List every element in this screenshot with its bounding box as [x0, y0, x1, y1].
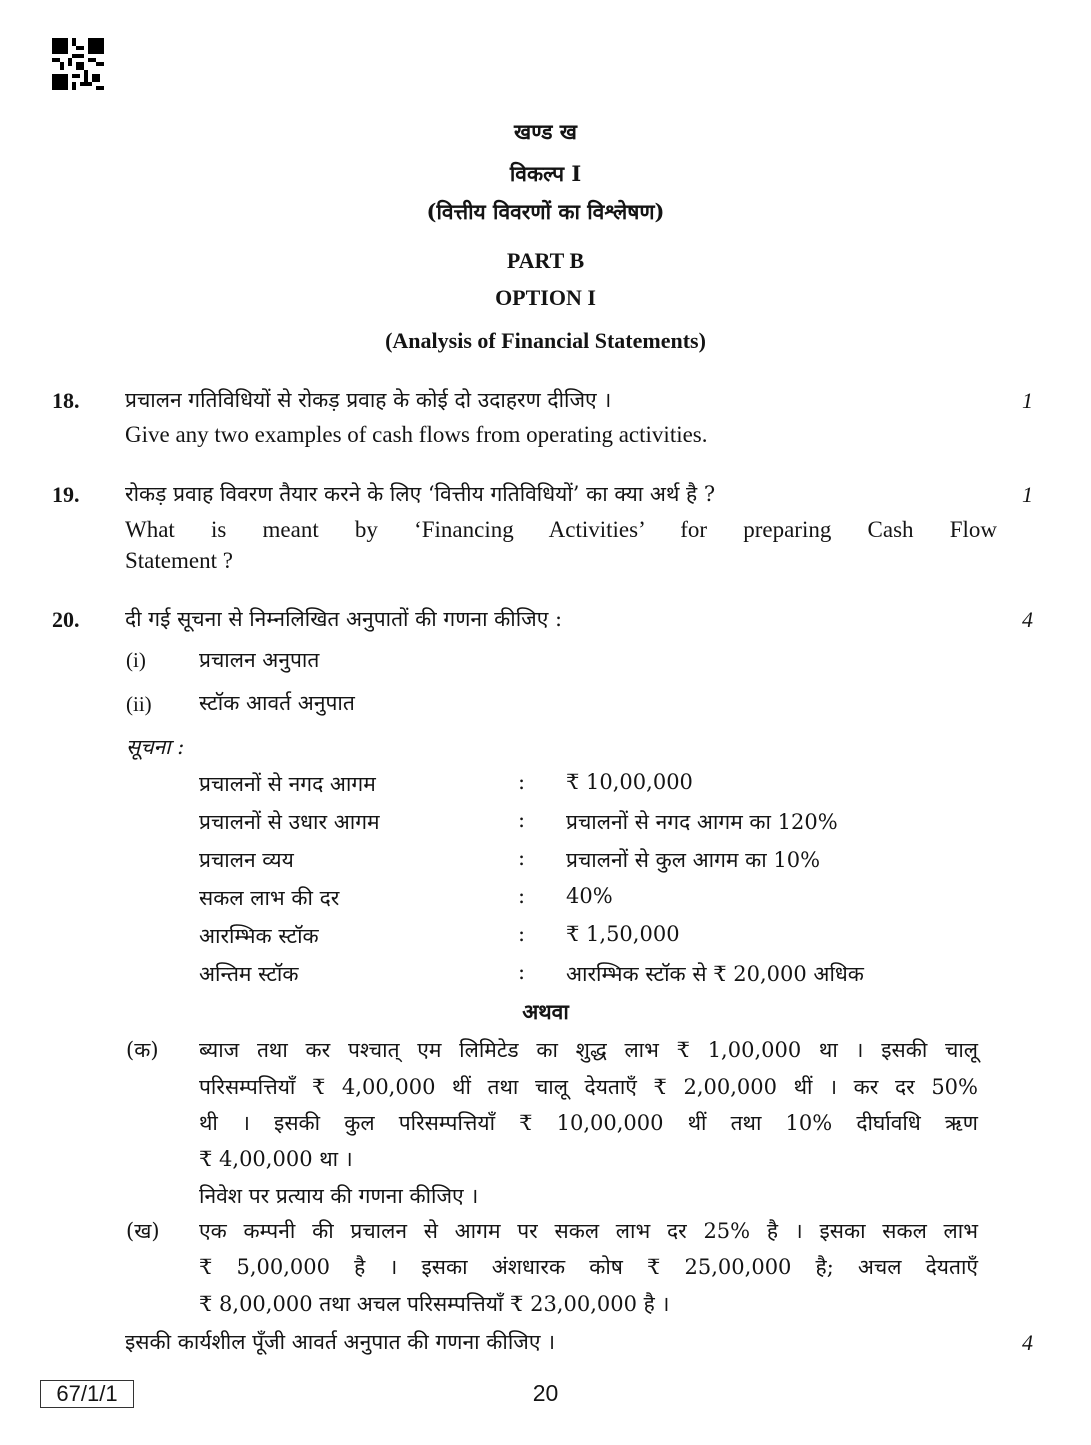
question-number: 18. [52, 388, 80, 413]
alt-text-line: परिसम्पत्तियाँ ₹ 4,00,000 थीं तथा चालू देयताएँ ₹ 2,00,000 थीं । कर दर 50% [199, 1075, 978, 1099]
subject-heading: (Analysis of Financial Statements) [385, 328, 706, 353]
info-value: आरम्भिक स्टॉक से ₹ 20,000 अधिक [566, 962, 864, 986]
question-text-hindi: प्रचालन गतिविधियों से रोकड़ प्रवाह के कोई दो उदाहरण दीजिए । [125, 388, 612, 412]
info-label: सूचना : [126, 735, 185, 759]
info-value: प्रचालनों से नगद आगम का 120% [566, 810, 838, 834]
item-text: स्टॉक आवर्त अनुपात [199, 691, 355, 715]
question-number: 19. [52, 482, 80, 507]
page-number: 20 [532, 1380, 559, 1406]
or-divider: अथवा [522, 999, 569, 1024]
info-value: ₹ 10,00,000 [566, 770, 693, 794]
alt-text-line: थी । इसकी कुल परिसम्पत्तियाँ ₹ 10,00,000 थीं तथा 10% दीर्घावधि ऋण [199, 1111, 978, 1135]
question-text-english-cont: Statement ? [125, 548, 233, 573]
info-value: ₹ 1,50,000 [566, 922, 680, 946]
marks: 4 [1022, 607, 1033, 632]
alt-label: (ख) [126, 1219, 160, 1243]
info-colon: : [518, 960, 526, 984]
subject-heading-hindi: (वित्तीय विवरणों का विश्लेषण) [426, 199, 665, 224]
alt-text-line: एक कम्पनी की प्रचालन से आगम पर सकल लाभ दर 25% है । इसका सकल लाभ [199, 1219, 978, 1243]
info-colon: : [518, 808, 526, 832]
alt-text-line: ₹ 4,00,000 था । [199, 1147, 353, 1171]
info-key: प्रचालनों से उधार आगम [199, 810, 380, 834]
section-heading-hindi: खण्ड ख [514, 119, 577, 144]
info-key: प्रचालनों से नगद आगम [199, 772, 376, 796]
item-text: प्रचालन अनुपात [199, 648, 320, 672]
part-heading: PART B [506, 248, 585, 273]
question-text-english: What is meant by ‘Financing Activities’ for preparing Cash Flow [125, 517, 997, 542]
info-colon: : [518, 770, 526, 794]
question-text-hindi: रोकड़ प्रवाह विवरण तैयार करने के लिए ‘वित्तीय गतिविधियों’ का क्या अर्थ है ? [125, 482, 716, 506]
alt-text-line: ₹ 5,00,000 है । इसका अंशधारक कोष ₹ 25,00,000 है; अचल देयताएँ [199, 1255, 978, 1279]
option-heading: OPTION I [495, 285, 596, 310]
item-label: (i) [126, 648, 146, 672]
alt-text-line: ₹ 8,00,000 तथा अचल परिसम्पत्तियाँ ₹ 23,00,000 है । [199, 1292, 670, 1316]
question-number: 20. [52, 607, 80, 632]
info-colon: : [518, 922, 526, 946]
paper-code: 67/1/1 [40, 1380, 134, 1408]
alt-label: (क) [126, 1038, 159, 1062]
marks: 1 [1022, 388, 1033, 413]
info-key: प्रचालन व्यय [199, 848, 294, 872]
marks: 1 [1022, 482, 1033, 507]
info-colon: : [518, 846, 526, 870]
info-colon: : [518, 884, 526, 908]
item-label: (ii) [126, 692, 152, 716]
info-value: 40% [566, 884, 613, 908]
question-text-english: Give any two examples of cash flows from operating activities. [125, 422, 708, 447]
info-key: आरम्भिक स्टॉक [199, 924, 319, 948]
option-heading-hindi: विकल्प I [509, 161, 582, 186]
info-key: अन्तिम स्टॉक [199, 962, 299, 986]
question-text-hindi: दी गई सूचना से निम्नलिखित अनुपातों की गणना कीजिए : [125, 607, 563, 631]
qr-code [52, 38, 104, 90]
info-key: सकल लाभ की दर [199, 886, 340, 910]
alt-text-line: इसकी कार्यशील पूँजी आवर्त अनुपात की गणना कीजिए । [125, 1330, 556, 1354]
alt-text-line: निवेश पर प्रत्याय की गणना कीजिए । [199, 1184, 479, 1208]
info-value: प्रचालनों से कुल आगम का 10% [566, 848, 821, 872]
alt-text-line: ब्याज तथा कर पश्चात् एम लिमिटेड का शुद्ध लाभ ₹ 1,00,000 था । इसकी चालू [199, 1038, 978, 1062]
marks: 4 [1022, 1330, 1033, 1355]
